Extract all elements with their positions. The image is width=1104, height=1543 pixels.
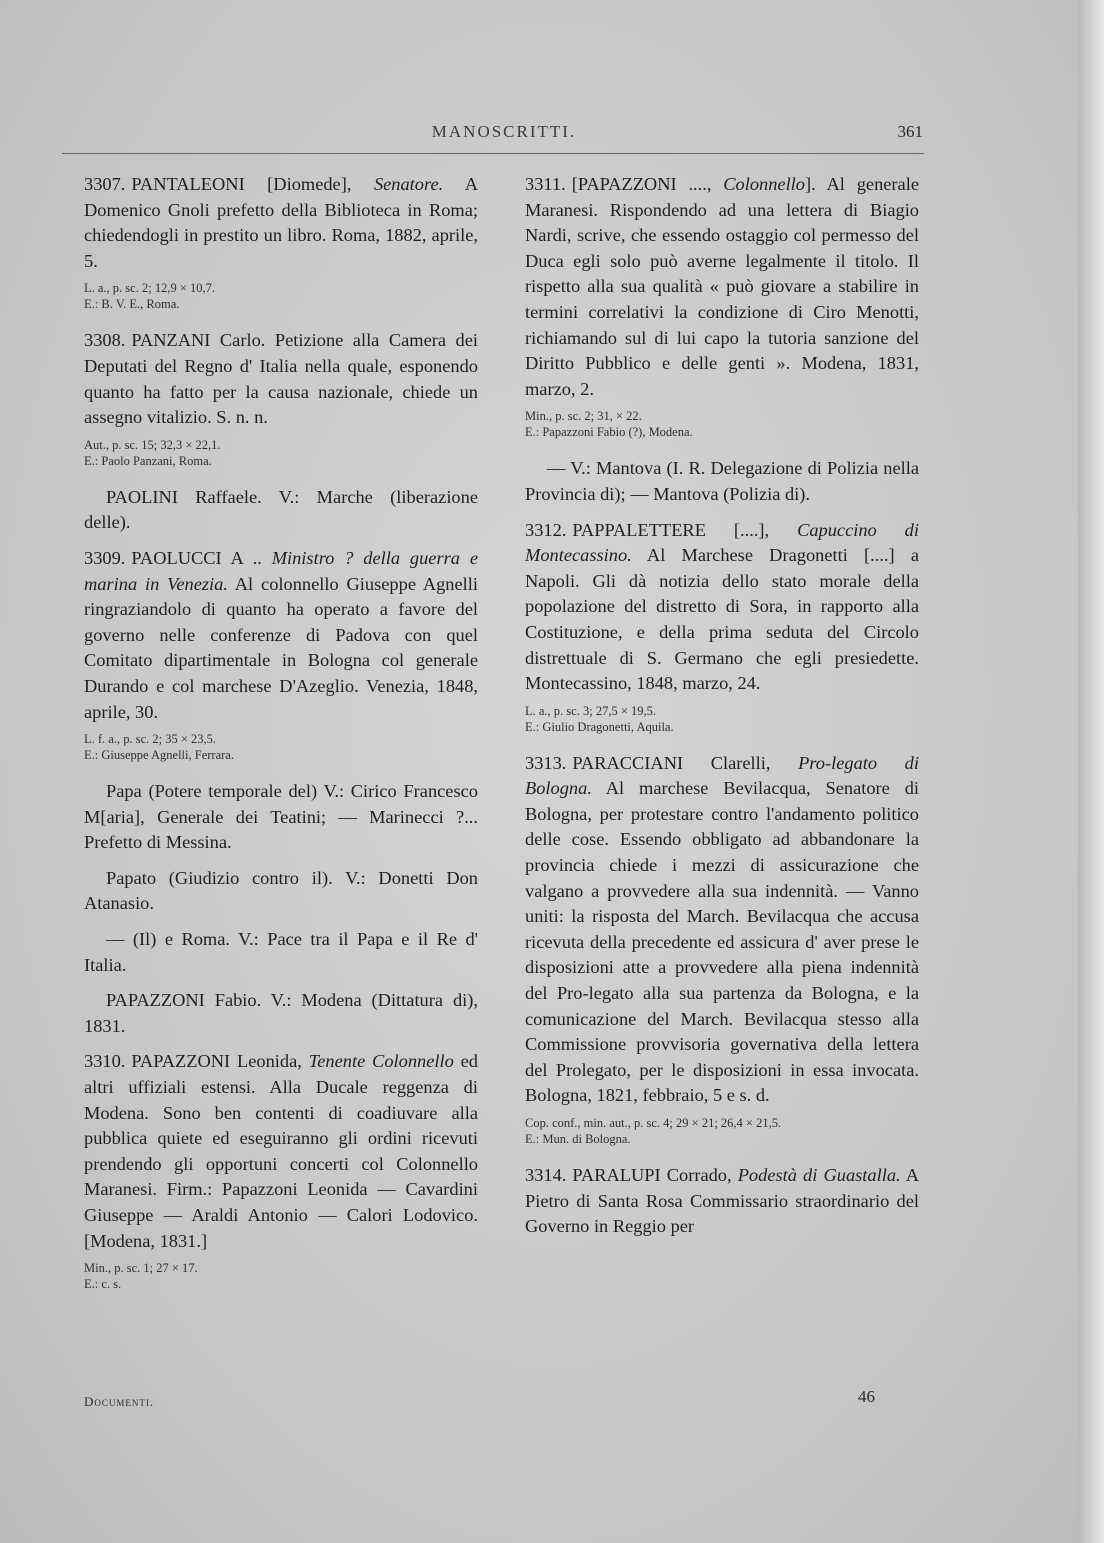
entry-number: 3310. — [84, 1051, 126, 1072]
signature-mark: 46 — [858, 1387, 875, 1406]
printer-signature: Documenti. — [84, 1394, 155, 1409]
entry-description: ]. Al generale Maranesi. Rispondendo ad una lettera di Biagio Nardi, scrive, che essendo ostaggio col permesso del Duca egli solo può averne legalmente il titolo. Il rispetto alla sua qualità « può giovare a stabilire in termini correlativi la condizione di Ciro Menotti, richiamando sul di lui capo la tutoria sanzione del Diritto Pubblico e delle genti ». Modena, 1831, marzo, 2. — [525, 174, 919, 399]
entry-metadata — [525, 408, 919, 440]
entry-description: A Pietro di Santa Rosa Commissario straordinario del Governo in Reggio per — [525, 1165, 919, 1237]
entry-role: Ministro ? della guerra e marina in Venezia. — [84, 547, 478, 594]
entry-author: PARALUPI Corrado, — [572, 1165, 738, 1185]
entry-metadata — [84, 1260, 478, 1292]
entry-role: Colonnello — [723, 174, 805, 194]
entry-number: 3307. — [84, 174, 126, 194]
entry-description: Al marchese Bevilacqua, Senatore di Bologna, per protestare contro l'andamento politico delle cose. Essendo obbligato ad abbandonare la provincia chiede i mezzi di assicurazione che valgano a provvedere alla sua indennità. — Vanno uniti: la risposta del March. Bevilacqua che accusa ricevuta della precedente ed assicura d' aver prese le disposizioni atte a provvedere alla piena indennità del Pro-legato alla sua partenza da Bologna, e la comunicazione del March. Bevilacqua stesso alla Commissione provvisoria governativa della lettera del Prolegato, per le disposizioni in essa invocata. Bologna, 1821, febbraio, 5 e s. d. — [525, 778, 919, 1106]
catalog-entry — [84, 1049, 478, 1292]
entry-author: PAPPALETTERE [....], — [572, 519, 798, 540]
metadata-line: E.: c. s. — [84, 1277, 122, 1292]
entry-text — [525, 518, 919, 697]
metadata-line: E.: Giulio Dragonetti, Aquila. — [525, 719, 674, 734]
metadata-line: E.: Giuseppe Agnelli, Ferrara. — [84, 748, 234, 763]
metadata-line: E.: Mun. di Bologna. — [525, 1132, 631, 1146]
metadata-line: L. f. a., p. sc. 2; 35 × 23,5. — [84, 732, 217, 747]
entry-text — [84, 172, 478, 274]
running-head-title: MANOSCRITTI. — [431, 122, 577, 141]
metadata-line: E.: Papazzoni Fabio (?), Modena. — [525, 425, 693, 440]
entry-number: 3314. — [525, 1165, 567, 1185]
metadata-line: Aut., p. sc. 15; 32,3 × 22,1. — [84, 437, 221, 452]
entry-description: Petizione alla Camera dei Deputati del Regno d' Italia nella quale, esponendo quanto ha fatto per la causa nazionale, chiede un assegno vitalizio. S. n. n. — [84, 330, 478, 428]
entry-description: Al colonnello Giuseppe Agnelli ringraziandolo di quanto ha operato a favore del governo nelle conferenze di Padova con quel Comitato dipartimentale in Bologna col generale Durando e col marchese D'Azeglio. Venezia, 1848, aprile, 30. — [84, 573, 478, 722]
catalog-entry — [84, 328, 478, 468]
entry-author: PAOLUCCI A .. — [131, 547, 272, 568]
entry-description: A Domenico Gnoli prefetto della Biblioteca in Roma; chiedendogli in prestito un libro. Roma, 1882, aprile, 5. — [84, 174, 478, 271]
left-column — [84, 172, 478, 1308]
entry-description: Al Marchese Dragonetti [....] a Napoli. Gli dà notizia dello stato morale della popolazione del distretto di Sora, in rapporto alla Costituzione, e della prima seduta del Circolo distrettuale di S. Germano che egli presiedette. Montecassino, 1848, marzo, 24. — [525, 545, 919, 694]
header-rule — [62, 153, 924, 154]
entry-text — [525, 1163, 919, 1240]
entry-description: ed altri uffiziali estensi. Alla Ducale reggenza di Modena. Sono ben contenti di coadiuvare alla pubblica quiete ed eseguiranno gli ordini ricevuti prendendo gli opportuni concerti col Colonnello Maranesi. Firm.: Papazzoni Leonida — Cavardini Giuseppe — Araldi Antonio — Calori Lodovico. [Modena, 1831.] — [84, 1051, 478, 1251]
metadata-line: Cop. conf., min. aut., p. sc. 4; 29 × 21; 26,4 × 21,5. — [525, 1116, 782, 1130]
entry-number: 3313. — [525, 752, 567, 773]
cross-reference: PAPAZZONI Fabio. V.: Modena (Dittatura di), 1831. — [84, 990, 478, 1036]
cross-reference: Papato (Giudizio contro il). V.: Donetti Don Atanasio. — [84, 867, 478, 914]
entry-author: PANTALEONI [Diomede], — [131, 174, 374, 194]
metadata-line: Min., p. sc. 2; 31, × 22. — [525, 409, 642, 424]
entry-metadata — [84, 731, 478, 763]
catalog-entry — [525, 172, 919, 440]
catalog-entry — [525, 751, 919, 1147]
entry-role: Tenente Colonnello — [308, 1051, 454, 1072]
metadata-line: L. a., p. sc. 3; 27,5 × 19,5. — [525, 703, 656, 718]
cross-reference: PAOLINI Raffaele. V.: Marche (liberazione delle). — [84, 486, 478, 533]
entry-number: 3311. — [525, 174, 566, 194]
entry-text — [525, 751, 919, 1109]
metadata-line: Min., p. sc. 1; 27 × 17. — [84, 1261, 198, 1276]
entry-metadata — [525, 1115, 919, 1147]
entry-role: Pro-legato di Bologna. — [525, 752, 919, 799]
right-column — [525, 172, 919, 1252]
catalog-entry — [84, 172, 478, 312]
entry-text — [525, 172, 919, 402]
page-number: 361 — [897, 122, 923, 141]
entry-author: [PAPAZZONI ...., — [571, 174, 724, 194]
entry-author: PAPAZZONI Leonida, — [131, 1051, 309, 1072]
catalog-entry — [84, 546, 478, 763]
entry-role: Senatore. — [373, 174, 444, 194]
metadata-line: L. a., p. sc. 2; 12,9 × 10,7. — [84, 281, 215, 296]
metadata-line: E.: B. V. E., Roma. — [84, 297, 180, 312]
page-edge-shadow — [1078, 0, 1104, 1543]
entry-author: PARACCIANI Clarelli, — [572, 752, 799, 773]
entry-number: 3312. — [525, 519, 567, 540]
entry-metadata — [84, 437, 478, 469]
catalog-entry — [525, 518, 919, 735]
entry-text — [84, 1049, 478, 1254]
entry-number: 3308. — [84, 330, 126, 351]
entry-text — [84, 328, 478, 430]
entry-role: Podestà di Guastalla. — [737, 1165, 901, 1185]
entry-text — [84, 546, 478, 725]
entry-metadata — [525, 703, 919, 735]
cross-reference: Papa (Potere temporale del) V.: Cirico Francesco M[aria], Generale dei Teatini; — Marinecci ?... Prefetto di Messina. — [84, 781, 478, 853]
metadata-line: E.: Paolo Panzani, Roma. — [84, 453, 212, 468]
entry-author: PANZANI Carlo. — [131, 330, 266, 351]
entry-role: Capuccino di Montecassino. — [525, 519, 919, 566]
running-head — [85, 118, 923, 148]
entry-metadata — [84, 280, 478, 312]
entry-number: 3309. — [84, 547, 126, 568]
cross-reference: — (Il) e Roma. V.: Pace tra il Papa e il Re d' Italia. — [84, 929, 478, 975]
cross-reference: — V.: Mantova (I. R. Delegazione di Polizia nella Provincia di); — Mantova (Polizia di). — [525, 458, 919, 504]
catalog-entry — [525, 1163, 919, 1240]
